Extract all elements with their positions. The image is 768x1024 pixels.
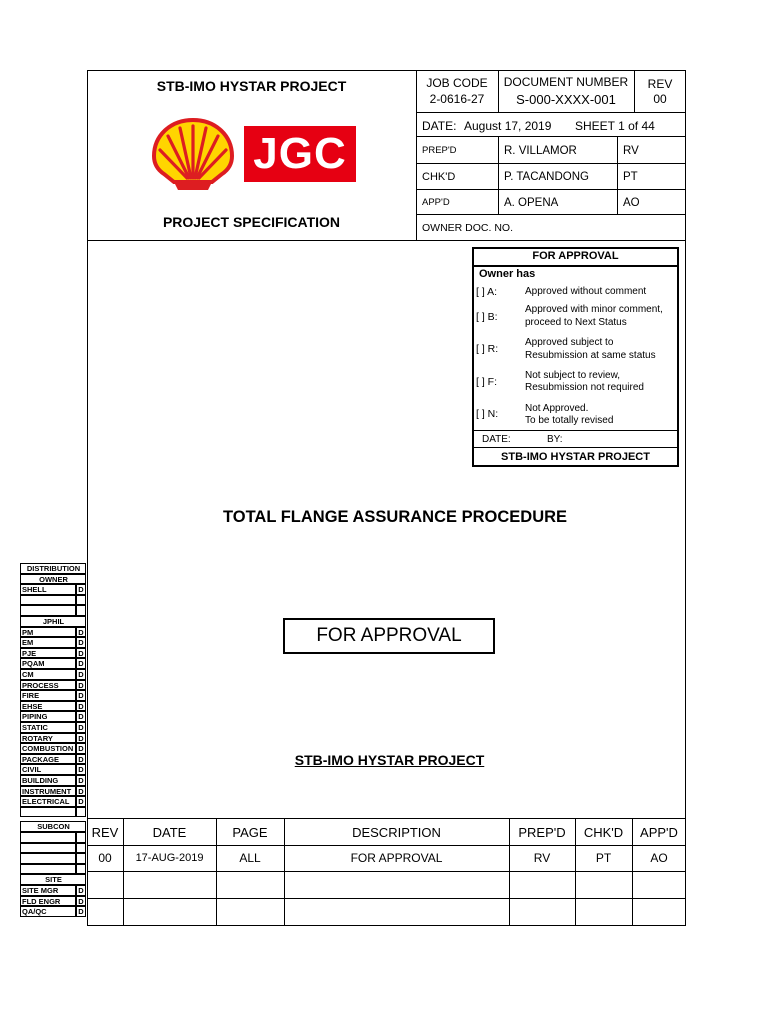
option-n-text-2: To be totally revised [525, 415, 614, 426]
grid-line [498, 136, 499, 214]
distribution-title: DISTRIBUTION [20, 563, 86, 574]
distribution-name: COMBUSTION [20, 743, 76, 754]
distribution-name: ELECTRICAL [20, 796, 76, 807]
shell-logo [148, 112, 238, 194]
distribution-blank [76, 864, 86, 875]
distribution-code: D [76, 754, 86, 765]
document-frame [87, 70, 686, 926]
owner-has-label: Owner has [479, 268, 536, 280]
table-row-rev: 00 [98, 851, 112, 865]
option-a-text: Approved without comment [525, 286, 647, 297]
description-header: DESCRIPTION [352, 825, 441, 840]
distribution-blank [20, 595, 76, 606]
distribution-code: D [76, 658, 86, 669]
grid-line [416, 189, 686, 190]
option-f-code: [ ] F: [476, 376, 497, 388]
owner-doc-no-label: OWNER DOC. NO. [422, 222, 513, 234]
rev-table-line [87, 845, 686, 846]
prepd-name: R. VILLAMOR [504, 145, 577, 157]
option-r-text: Approved subject to [525, 337, 614, 348]
distribution-code: D [76, 796, 86, 807]
for-approval-stamp [283, 618, 495, 654]
rev-label: REV [647, 77, 673, 91]
doc-number-label: DOCUMENT NUMBER [503, 75, 629, 89]
distribution-subcon-label: SUBCON [20, 821, 86, 832]
approval-date-label: DATE: [482, 434, 511, 445]
distribution-blank [76, 832, 86, 843]
option-r-code: [ ] R: [476, 343, 499, 355]
table-row-appd: AO [650, 851, 668, 865]
distribution-name: SHELL [20, 584, 76, 595]
prepd-header: PREP'D [518, 825, 566, 840]
option-b-text: Approved with minor comment, [525, 304, 663, 315]
distribution-name: PQAM [20, 658, 76, 669]
date-label: DATE: [422, 119, 457, 133]
appd-initials: AO [623, 197, 640, 209]
distribution-name: ROTARY [20, 733, 76, 744]
table-row-date: 17-AUG-2019 [135, 852, 204, 864]
distribution-name: BUILDING [20, 775, 76, 786]
rev-table-line [87, 898, 686, 899]
distribution-code: D [76, 775, 86, 786]
distribution-owner-label: OWNER [20, 574, 86, 585]
jgc-logo-text: JGC [253, 129, 347, 178]
option-a-code: [ ] A: [476, 286, 498, 298]
grid-line [617, 136, 618, 214]
distribution-code: D [76, 701, 86, 712]
chkd-initials: PT [623, 171, 638, 183]
option-r-text-2: Resubmission at same status [525, 350, 656, 361]
chkd-header: CHK'D [583, 825, 624, 840]
document-type: PROJECT SPECIFICATION [162, 214, 341, 230]
job-code-label: JOB CODE [426, 76, 488, 90]
distribution-blank [76, 595, 86, 606]
grid-line [416, 163, 686, 164]
rev-header: REV [91, 825, 119, 840]
distribution-jphil-label: JPHIL [20, 616, 86, 627]
distribution-blank [76, 843, 86, 854]
distribution-code: D [76, 584, 86, 595]
date-value: August 17, 2019 [464, 119, 552, 133]
distribution-code: D [76, 733, 86, 744]
distribution-name: CIVIL [20, 764, 76, 775]
distribution-code: D [76, 906, 86, 917]
document-title: TOTAL FLANGE ASSURANCE PROCEDURE [222, 508, 568, 526]
job-code-value: 2-0616-27 [429, 92, 485, 106]
approval-by-label: BY: [547, 434, 563, 445]
distribution-code: D [76, 627, 86, 638]
distribution-code: D [76, 786, 86, 797]
distribution-code: D [76, 690, 86, 701]
distribution-code: D [76, 669, 86, 680]
rev-table-top [87, 818, 686, 819]
option-f-text-2: Resubmission not required [525, 382, 644, 393]
distribution-name: FIRE [20, 690, 76, 701]
distribution-name: PJE [20, 648, 76, 659]
distribution-blank [76, 853, 86, 864]
table-row-chkd: PT [595, 851, 612, 865]
grid-line [416, 136, 686, 137]
table-row-description: FOR APPROVAL [350, 851, 443, 865]
distribution-code: D [76, 722, 86, 733]
distribution-name: CM [20, 669, 76, 680]
table-row-prepd: RV [533, 851, 551, 865]
distribution-blank [20, 832, 76, 843]
distribution-blank [20, 853, 76, 864]
approval-box-line [473, 430, 678, 431]
table-row-page: ALL [239, 851, 261, 865]
option-f-text: Not subject to review, [525, 370, 621, 381]
distribution-blank [20, 807, 76, 818]
doc-number-value: S-000-XXXX-001 [516, 92, 616, 107]
distribution-name: FLD ENGR [20, 896, 76, 907]
distribution-code: D [76, 680, 86, 691]
grid-line [416, 214, 686, 215]
prepd-label: PREP'D [422, 145, 457, 156]
distribution-name: INSTRUMENT [20, 786, 76, 797]
sheet-count: SHEET 1 of 44 [575, 119, 655, 133]
distribution-name: QA/QC [20, 906, 76, 917]
distribution-code: D [76, 764, 86, 775]
project-title: STB-IMO HYSTAR PROJECT [156, 78, 347, 94]
distribution-name: PIPING [20, 711, 76, 722]
distribution-name: PROCESS [20, 680, 76, 691]
distribution-blank [20, 864, 76, 875]
distribution-code: D [76, 743, 86, 754]
for-approval-stamp-text: FOR APPROVAL [316, 625, 462, 646]
page-header: PAGE [232, 825, 268, 840]
distribution-blank [76, 807, 86, 818]
chkd-name: P. TACANDONG [504, 171, 589, 183]
approval-box-title: FOR APPROVAL [532, 250, 619, 262]
appd-header: APP'D [640, 825, 678, 840]
option-n-text: Not Approved. [525, 403, 589, 414]
distribution-blank [20, 605, 76, 616]
option-b-text-2: proceed to Next Status [525, 317, 627, 328]
distribution-code: D [76, 648, 86, 659]
distribution-blank [20, 843, 76, 854]
distribution-name: EHSE [20, 701, 76, 712]
distribution-code: D [76, 896, 86, 907]
distribution-name: STATIC [20, 722, 76, 733]
option-n-code: [ ] N: [476, 408, 499, 420]
distribution-name: PACKAGE [20, 754, 76, 765]
option-b-code: [ ] B: [476, 311, 498, 323]
distribution-name: SITE MGR [20, 885, 76, 896]
chkd-label: CHK'D [422, 171, 456, 183]
distribution-code: D [76, 711, 86, 722]
jgc-logo [244, 126, 356, 182]
grid-line [416, 112, 686, 113]
project-name-underlined: STB-IMO HYSTAR PROJECT [294, 752, 485, 768]
header-bottom-line [87, 240, 686, 241]
approval-box-line [473, 447, 678, 448]
appd-label: APP'D [422, 197, 450, 208]
rev-value: 00 [653, 92, 667, 106]
distribution-name: EM [20, 637, 76, 648]
distribution-name: PM [20, 627, 76, 638]
distribution-code: D [76, 637, 86, 648]
approval-box-line [473, 265, 678, 267]
distribution-blank [76, 605, 86, 616]
date-header: DATE [152, 825, 187, 840]
rev-table-line [87, 871, 686, 872]
approval-box-footer: STB-IMO HYSTAR PROJECT [501, 451, 650, 463]
prepd-initials: RV [623, 145, 639, 157]
appd-name: A. OPENA [504, 197, 559, 209]
distribution-site-label: SITE [20, 874, 86, 885]
distribution-code: D [76, 885, 86, 896]
